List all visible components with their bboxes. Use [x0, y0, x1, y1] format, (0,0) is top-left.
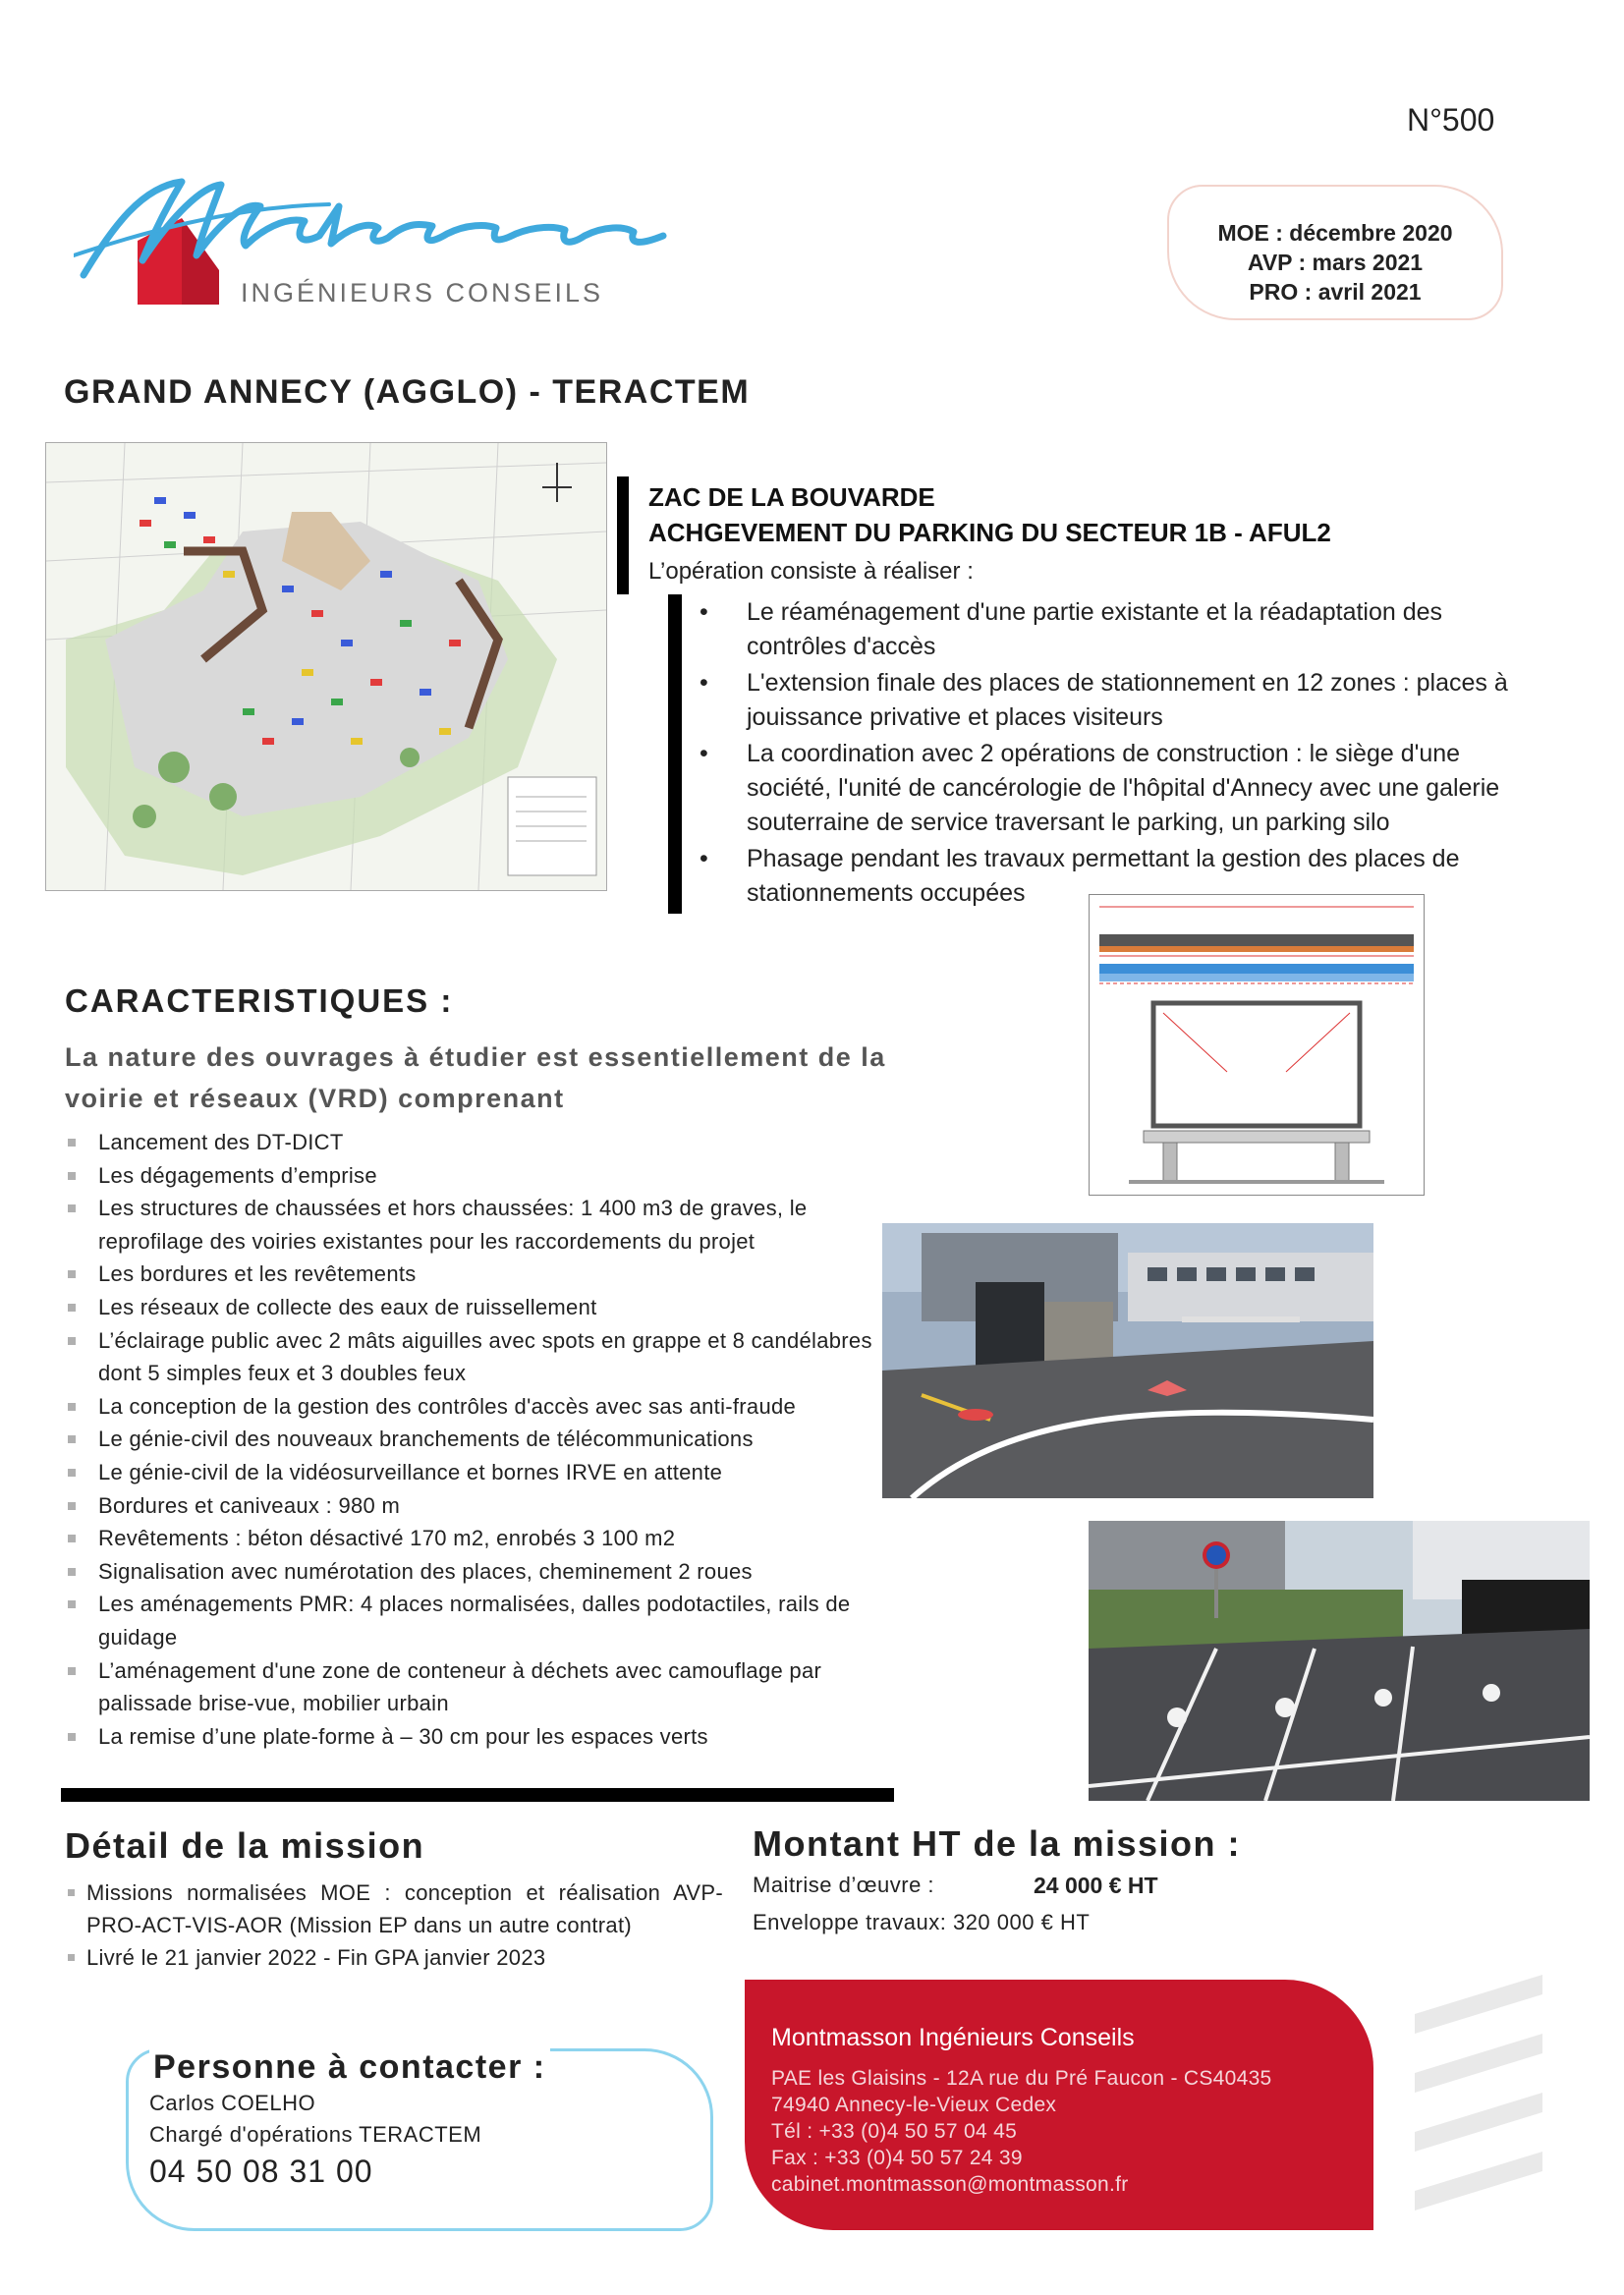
cross-section-drawing: [1089, 894, 1425, 1196]
bullet-icon: •: [700, 598, 708, 626]
decorative-stripes: [1395, 1975, 1562, 2260]
list-item: Signalisation avec numérotation des places, cheminement 2 roues: [65, 1555, 890, 1589]
moe-label: Maitrise d’œuvre :: [753, 1873, 935, 1897]
list-item: L’aménagement d'une zone de conteneur à déchets avec camouflage par palissade brise-vue, mobilier urbain: [65, 1654, 890, 1720]
bullet-square-icon: [68, 1667, 76, 1675]
list-item: • L'extension finale des places de stationnement en 12 zones : places à jouissance privative et places visiteurs: [700, 666, 1544, 735]
list-item: La conception de la gestion des contrôles d'accès avec sas anti-fraude: [65, 1390, 890, 1424]
bullet-square-icon: [68, 1337, 76, 1345]
company-city-line: 74940 Annecy-le-Vieux Cedex: [771, 2094, 1057, 2116]
bullet-square-icon: [68, 1403, 76, 1411]
date-moe: MOE : décembre 2020: [1217, 220, 1453, 246]
accent-bar-bottom: [668, 594, 682, 914]
list-item: • Le réaménagement d'une partie existante et la réadaptation des contrôles d'accès: [700, 595, 1544, 664]
date-avp: AVP : mars 2021: [1247, 250, 1424, 275]
contact-heading: Personne à contacter :: [149, 2048, 550, 2087]
list-item: Missions normalisées MOE : conception et réalisation AVP-PRO-ACT-VIS-AOR (Mission EP dans un autre contrat): [65, 1876, 723, 1941]
site-photo-access-control: [882, 1223, 1373, 1498]
bullet-square-icon: [68, 1304, 76, 1312]
list-item: Les réseaux de collecte des eaux de ruissellement: [65, 1291, 890, 1324]
montant-heading: Montant HT de la mission :: [753, 1823, 1242, 1864]
client-title: GRAND ANNECY (AGGLO) - TERACTEM: [64, 373, 751, 411]
list-item: Livré le 21 janvier 2022 - Fin GPA janvier 2023: [65, 1941, 723, 1974]
mission-list: [65, 1876, 723, 1974]
section-divider: [61, 1788, 894, 1802]
list-item: Le génie-civil de la vidéosurveillance et bornes IRVE en attente: [65, 1456, 890, 1489]
project-intro: L’opération consiste à réaliser :: [648, 558, 974, 585]
list-item: Les bordures et les revêtements: [65, 1258, 890, 1291]
contact-name: Carlos COELHO: [149, 2091, 316, 2115]
bullet-square-icon: [68, 1733, 76, 1741]
bullet-square-icon: [68, 1535, 76, 1542]
bullet-square-icon: [68, 1270, 76, 1278]
list-item: Les structures de chaussées et hors chaussées: 1 400 m3 de graves, le reprofilage des voiries existantes pour les raccordements du projet: [65, 1192, 890, 1258]
company-fax: Fax : +33 (0)4 50 57 24 39: [771, 2147, 1023, 2169]
bullet-icon: •: [700, 740, 708, 767]
bullet-square-icon: [68, 1502, 76, 1510]
caracteristiques-subheading: La nature des ouvrages à étudier est essentiellement de la voirie et réseaux (VRD) comprenant: [65, 1042, 886, 1113]
project-title-line1: ZAC DE LA BOUVARDE: [648, 482, 935, 512]
bullet-square-icon: [68, 1889, 75, 1896]
list-item: Les aménagements PMR: 4 places normalisées, dalles podotactiles, rails de guidage: [65, 1588, 890, 1653]
date-pro: PRO : avril 2021: [1249, 279, 1422, 305]
project-title-line2: ACHGEVEMENT DU PARKING DU SECTEUR 1B - AFUL2: [648, 518, 1331, 547]
accent-bar-top: [617, 476, 629, 594]
project-bullet-list: [700, 595, 1544, 913]
project-title: [648, 479, 1331, 550]
document-number: N°500: [1407, 102, 1495, 138]
list-item: Revêtements : béton désactivé 170 m2, enrobés 3 100 m2: [65, 1522, 890, 1555]
bullet-square-icon: [68, 1172, 76, 1180]
bullet-square-icon: [68, 1600, 76, 1608]
company-address-line: PAE les Glaisins - 12A rue du Pré Faucon - CS40435: [771, 2067, 1272, 2090]
list-item: L’éclairage public avec 2 mâts aiguilles avec spots en grappe et 8 candélabres dont 5 simples feux et 3 doubles feux: [65, 1324, 890, 1390]
bullet-square-icon: [68, 1568, 76, 1576]
list-item: La remise d’une plate-forme à – 30 cm pour les espaces verts: [65, 1720, 890, 1754]
list-item: Les dégagements d’emprise: [65, 1159, 890, 1193]
contact-role: Chargé d'opérations TERACTEM: [149, 2122, 482, 2147]
list-item: • Phasage pendant les travaux permettant la gestion des places de stationnements occupées: [700, 842, 1544, 911]
company-phone: Tél : +33 (0)4 50 57 04 45: [771, 2120, 1018, 2143]
moe-value: 24 000 € HT: [1034, 1873, 1158, 1898]
bullet-square-icon: [68, 1139, 76, 1147]
parking-plan-image: [45, 442, 607, 891]
contact-phone: 04 50 08 31 00: [149, 2154, 373, 2189]
bullet-icon: •: [700, 669, 708, 697]
company-email: cabinet.montmasson@montmasson.fr: [771, 2173, 1129, 2196]
travaux-amount: Enveloppe travaux: 320 000 € HT: [753, 1910, 1091, 1934]
bullet-icon: •: [700, 845, 708, 872]
caracteristiques-heading: CARACTERISTIQUES :: [65, 982, 454, 1019]
list-item: Lancement des DT-DICT: [65, 1126, 890, 1159]
list-item: Bordures et caniveaux : 980 m: [65, 1489, 890, 1523]
mission-heading: Détail de la mission: [65, 1825, 425, 1866]
bullet-square-icon: [68, 1469, 76, 1477]
bullet-square-icon: [68, 1435, 76, 1443]
logo-subtitle: INGÉNIEURS CONSEILS: [241, 278, 604, 308]
dates-box: [1167, 185, 1503, 320]
caracteristiques-list: [65, 1126, 890, 1753]
company-name: Montmasson Ingénieurs Conseils: [771, 2024, 1135, 2051]
bullet-square-icon: [68, 1954, 75, 1961]
bullet-square-icon: [68, 1204, 76, 1212]
site-photo-pmr-parking: [1089, 1521, 1590, 1801]
list-item: • La coordination avec 2 opérations de construction : le siège d'une société, l'unité de cancérologie de l'hôpital d'Annecy avec une galerie souterraine de service traversant le parking, un parking silo: [700, 737, 1544, 840]
list-item: Le génie-civil des nouveaux branchements de télécommunications: [65, 1423, 890, 1456]
